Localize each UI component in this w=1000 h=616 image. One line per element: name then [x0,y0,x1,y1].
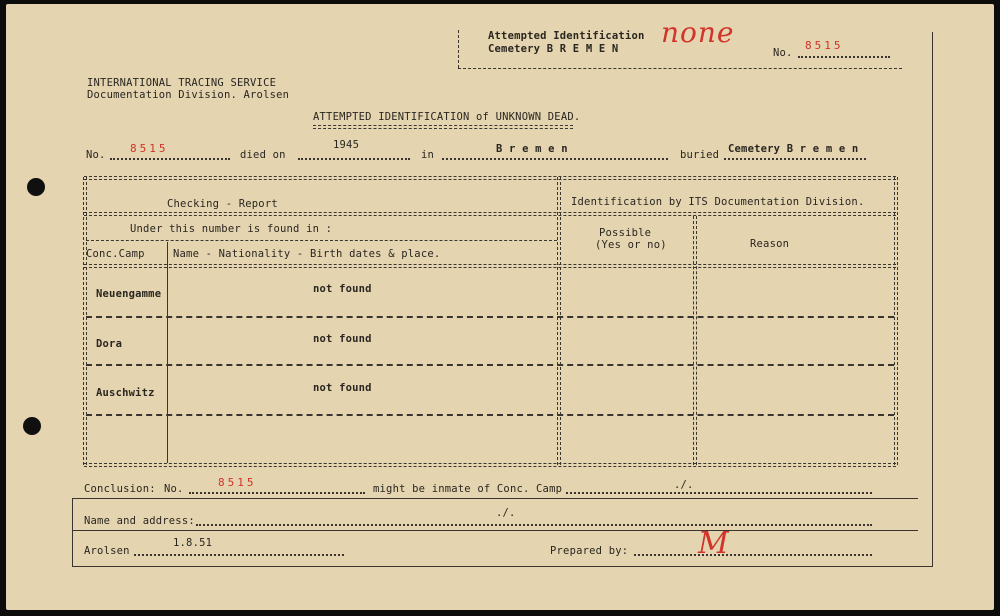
index-card [6,4,994,610]
row-camp-dora: Dora [96,338,123,350]
punch-hole-top [27,178,45,196]
header-no-dots [798,56,890,58]
died-on-label: died on [240,149,286,161]
name-address-label: Name and address: [84,515,195,527]
conclusion-inmate-value: ./. [674,479,694,491]
prepared-by-dots [634,554,872,556]
header-box-bottom-border [458,68,902,69]
conclusion-no-value: 8515 [218,476,257,489]
in-dots [442,158,668,160]
table-divider-main [557,177,561,465]
conclusion-label: Conclusion: [84,483,156,495]
footer-place: Arolsen [84,545,130,557]
row-camp-neuengamme: Neuengamme [96,288,162,300]
form-title-underline-2 [313,128,573,129]
footer-date-dots [134,554,344,556]
form-title-underline-1 [313,125,573,126]
header-no-label: No. [773,47,793,59]
header-title-line2: Cemetery B R E M E N [488,43,619,55]
col-camp-header: Conc.Camp [86,248,145,260]
org-name: INTERNATIONAL TRACING SERVICE [87,77,277,89]
under-number-label: Under this number is found in : [130,223,333,235]
header-title-line1: Attempted Identification [488,30,645,42]
table-divider-camp [167,242,168,463]
table-top-border [84,176,896,180]
table-divider-possible [693,216,697,465]
table-bottom-border [84,463,896,467]
row-result-auschwitz: not found [313,382,372,394]
prepared-by-label: Prepared by: [550,545,629,557]
buried-value: Cemetery B r e m e n [728,143,859,155]
col-possible-header-1: Possible [599,227,652,239]
subheader-separator [86,240,557,241]
in-value: B r e m e n [496,143,568,155]
form-title: ATTEMPTED IDENTIFICATION of UNKNOWN DEAD. [313,111,581,123]
row-result-neuengamme: not found [313,283,372,295]
handwritten-none-note: none [661,16,735,49]
name-address-dots [196,524,872,526]
prepared-by-initial: M [698,526,729,561]
identification-header: Identification by ITS Documentation Division. [571,196,865,208]
table-left-border [83,177,87,465]
conclusion-inmate-dots [566,492,872,494]
punch-hole-bottom [23,417,41,435]
record-no-dots [110,158,230,160]
conclusion-no-dots [189,492,365,494]
record-no-label: No. [86,149,106,161]
name-address-rule [72,530,918,531]
col-possible-header-2: (Yes or no) [595,239,667,251]
column-header-separator [84,264,896,268]
record-no-value: 8515 [130,142,169,155]
conclusion-rule [72,498,918,499]
form-right-border [932,32,933,566]
row-separator-2 [86,364,894,366]
in-label: in [421,149,435,161]
conclusion-no-label: No. [164,483,184,495]
col-reason-header: Reason [750,238,790,250]
table-right-border [894,177,898,465]
form-left-border-lower [72,498,73,566]
org-division: Documentation Division. Arolsen [87,89,290,101]
buried-label: buried [680,149,720,161]
died-on-value: 1945 [333,139,360,151]
header-row-separator [84,212,896,216]
footer-date-value: 1.8.51 [173,537,213,549]
name-address-value: ./. [496,507,516,519]
checking-report-header: Checking - Report [167,198,278,210]
form-bottom-border [72,566,933,567]
header-box-left-border [458,30,459,68]
conclusion-inmate-label: might be inmate of Conc. Camp [373,483,563,495]
row-result-dora: not found [313,333,372,345]
col-name-header: Name - Nationality - Birth dates & place. [173,248,441,260]
row-camp-auschwitz: Auschwitz [96,387,155,399]
row-separator-3 [86,414,894,416]
row-separator-1 [86,316,894,318]
died-on-dots [298,158,410,160]
header-no-value: 8515 [805,39,844,52]
buried-dots [724,158,866,160]
